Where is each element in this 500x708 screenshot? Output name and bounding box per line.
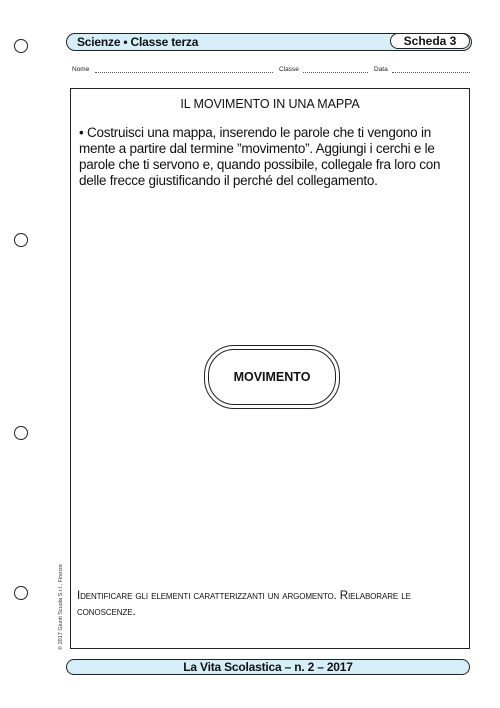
- central-term: MOVIMENTO: [208, 349, 336, 405]
- subject-label: Scienze • Classe terza: [77, 35, 199, 49]
- name-field[interactable]: [95, 72, 273, 73]
- binder-hole: [14, 39, 28, 53]
- footer-bar: [66, 659, 470, 675]
- class-label: Classe: [279, 66, 299, 73]
- date-label: Data: [374, 66, 388, 73]
- binder-hole: [14, 586, 28, 600]
- date-field[interactable]: [392, 72, 470, 73]
- copyright-notice: [58, 530, 68, 650]
- worksheet-title: IL MOVIMENTO IN UNA MAPPA: [180, 97, 360, 111]
- name-label: Nome: [72, 66, 90, 73]
- binder-hole: [14, 426, 28, 440]
- binder-hole: [14, 233, 28, 247]
- publication-label: La Vita Scolastica – n. 2 – 2017: [183, 660, 353, 674]
- instruction-text: • Costruisci una mappa, inserendo le parole che ti vengono in mente a partire dal termine ”movimento”. Aggiungi i cerchi e le parole che ti servono e, quando possibile, collegale fra loro con delle frecce giustificando il perché del collegamento.: [79, 125, 441, 188]
- worksheet-frame: [70, 88, 470, 649]
- learning-objectives: Identificare gli elementi caratterizzanti un argomento. Rielaborare le conoscenze.: [77, 590, 411, 618]
- concept-map-node: [204, 345, 340, 409]
- sheet-tab: Scheda 3: [390, 33, 470, 49]
- student-fields: [70, 66, 470, 78]
- copyright-text: © 2017 Giunti Scuola S.r.l., Firenze: [58, 564, 64, 650]
- class-field[interactable]: [303, 72, 368, 73]
